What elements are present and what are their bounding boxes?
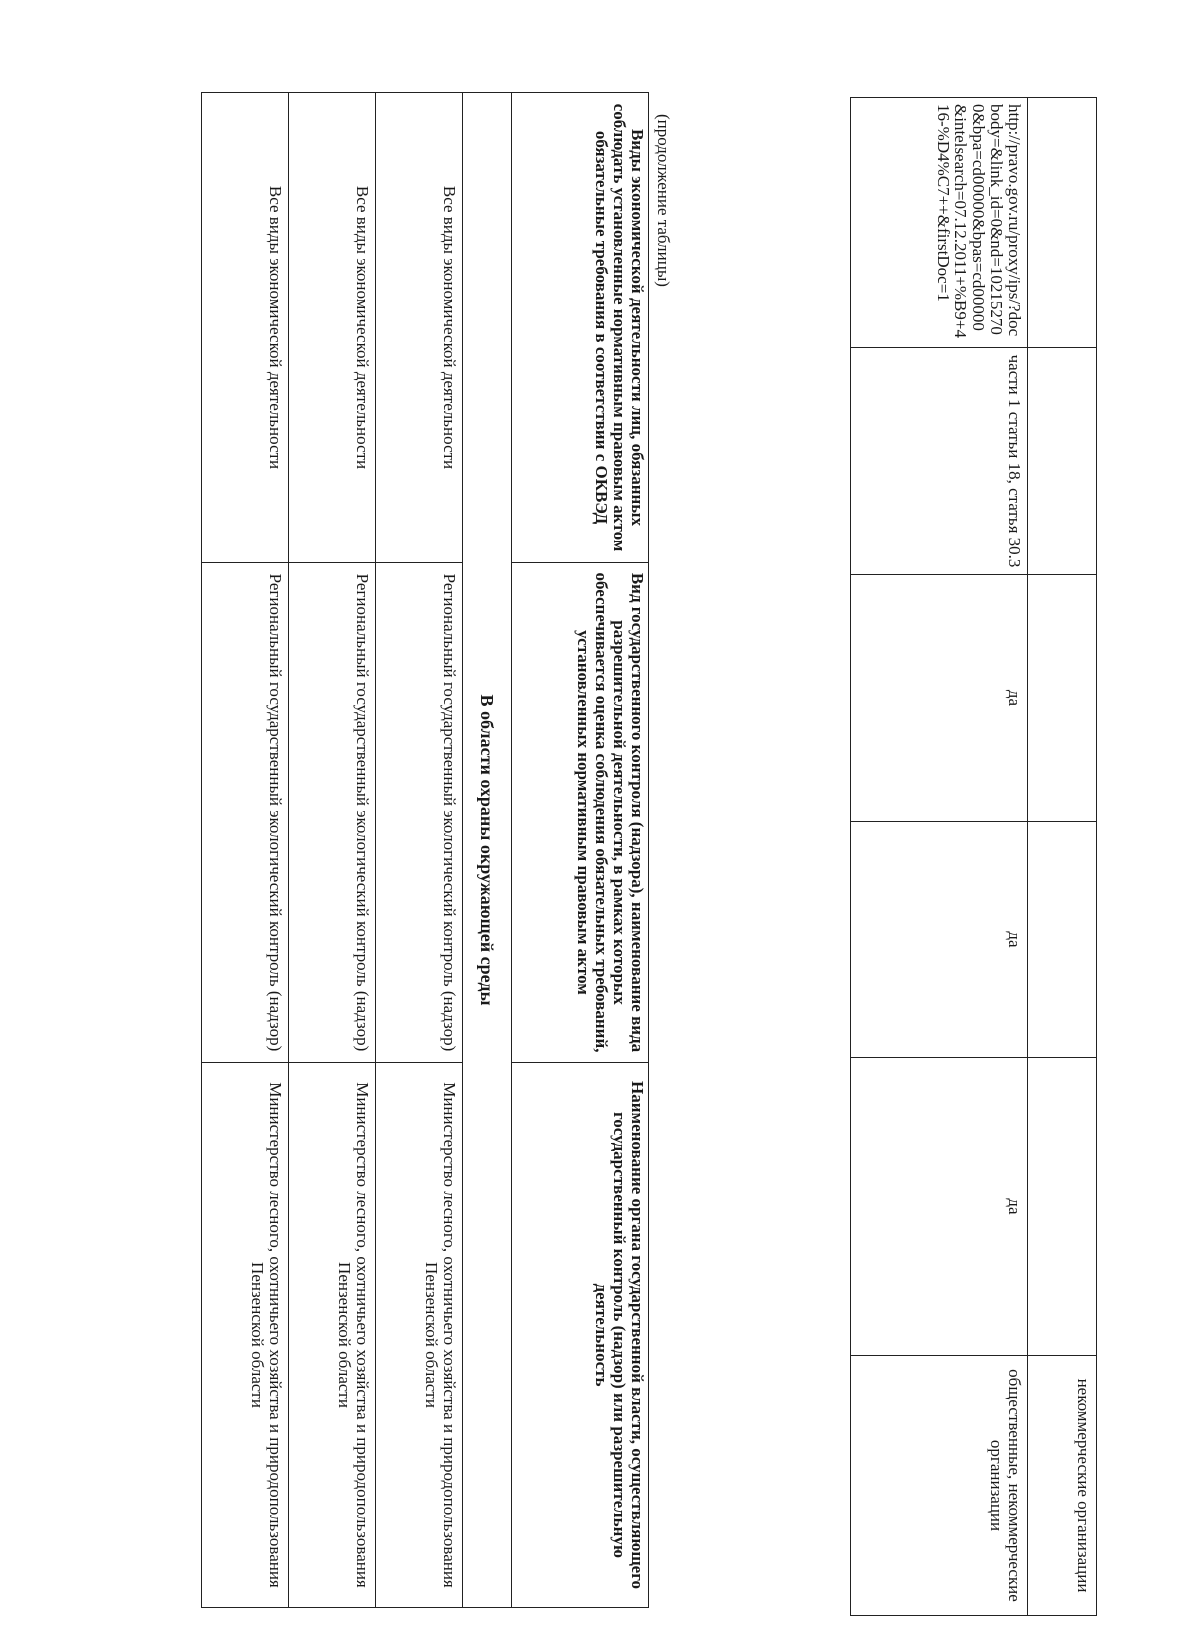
authority-cell: Министерство лесного, охотничьего хозяйства и природопользования Пензенской области <box>289 1063 376 1608</box>
top-table-data-row <box>851 98 1028 1616</box>
control-cell: Региональный государственный экологический контроль (надзор) <box>202 563 289 1063</box>
top-table-org-header: некоммерческие организации <box>1028 1356 1097 1616</box>
activity-cell: Все виды экономической деятельности <box>289 93 376 563</box>
top-table-cell <box>1028 98 1097 348</box>
top-table-header-row <box>1028 98 1097 1616</box>
control-cell: Региональный государственный экологический контроль (надзор) <box>289 563 376 1063</box>
yes-value: да <box>851 575 1028 822</box>
header-control: Вид государственного контроля (надзора), наименование вида разрешительной деятельности, в рамках которых обеспечивается оценка соблюдения обязательных требований, установленных нормативным правовым актом <box>512 563 649 1063</box>
main-table-header-row <box>512 93 649 1608</box>
table-row <box>376 93 463 1608</box>
top-table-cell <box>1028 348 1097 575</box>
continuation-label: (продолжение таблицы) <box>654 114 673 287</box>
activity-cell: Все виды экономической деятельности <box>202 93 289 563</box>
section-title: В области охраны окружающей среды <box>463 93 512 1608</box>
main-table <box>201 92 649 1608</box>
section-row <box>463 93 512 1608</box>
top-table-cell <box>1028 822 1097 1058</box>
activity-cell: Все виды экономической деятельности <box>376 93 463 563</box>
authority-cell: Министерство лесного, охотничьего хозяйства и природопользования Пензенской области <box>376 1063 463 1608</box>
article-reference: части 1 статьи 18, статья 30.3 <box>851 348 1028 575</box>
top-table-cell <box>1028 575 1097 822</box>
header-authority: Наименование органа государственной власти, осуществляющего государственный контроль (надзор) или разрешительную деятельность <box>512 1063 649 1608</box>
organization-type: общественные, некоммерческие организации <box>851 1356 1028 1616</box>
yes-value: да <box>851 1058 1028 1356</box>
document-url: http://pravo.gov.ru/proxy/ips/?docbody=&link_id=0&nd=102152700&bpa=cd00000&bpas=cd00000&intelsearch=07.12.2011+%B9+416-%D4%C7++&firstDoc=1 <box>851 98 1028 348</box>
top-table-cell <box>1028 1058 1097 1356</box>
yes-value: да <box>851 822 1028 1058</box>
control-cell: Региональный государственный экологический контроль (надзор) <box>376 563 463 1063</box>
authority-cell: Министерство лесного, охотничьего хозяйства и природопользования Пензенской области <box>202 1063 289 1608</box>
table-row <box>202 93 289 1608</box>
table-row <box>289 93 376 1608</box>
header-activity: Виды экономической деятельности лиц, обязанных соблюдать установленные нормативным правовым актом обязательные требования в соответствии с ОКВЭД <box>512 93 649 563</box>
top-table <box>850 97 1097 1616</box>
